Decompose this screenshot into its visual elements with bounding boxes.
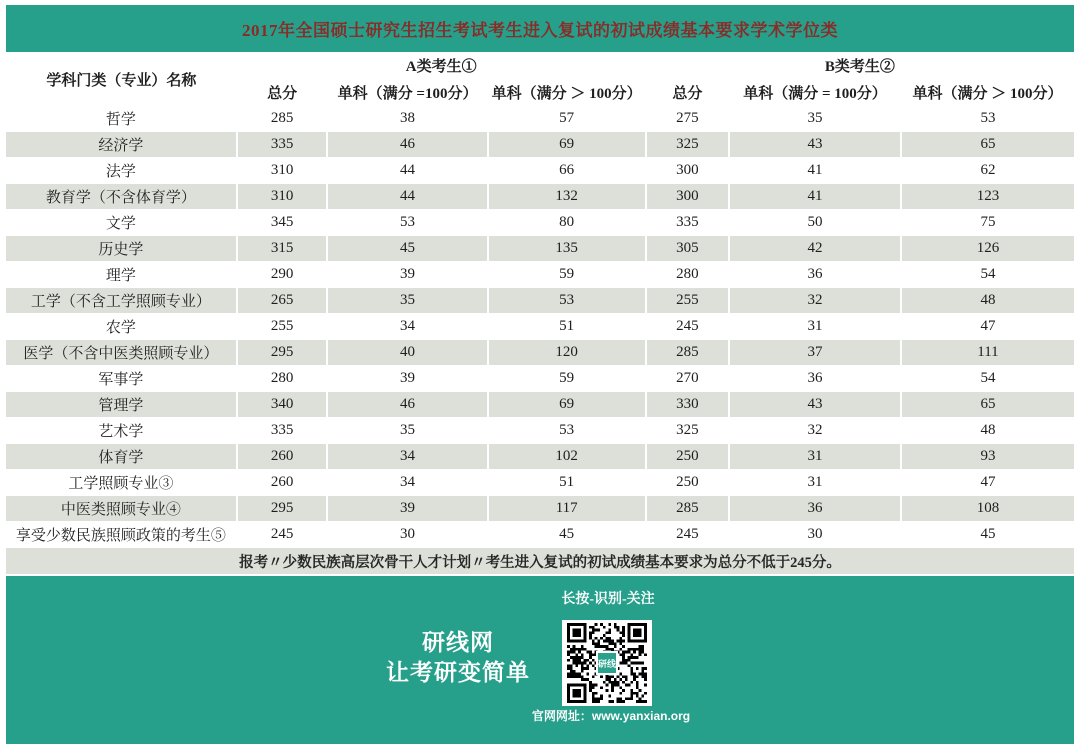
table-row — [6, 496, 1074, 522]
sub-header-b-total: 总分 — [672, 85, 703, 102]
score-b-single-100: 43 — [729, 132, 901, 158]
table-header — [6, 52, 1074, 106]
score-b-total: 255 — [646, 288, 729, 314]
table-row — [6, 184, 1074, 210]
score-b-single-100: 37 — [729, 340, 901, 366]
score-a-single-100: 46 — [327, 392, 487, 418]
sub-header-a-single-over-100: 单科（满分 ＞ 100分） — [491, 85, 642, 102]
score-a-total: 290 — [237, 262, 328, 288]
score-a-single-over-100: 45 — [488, 522, 646, 548]
score-a-single-over-100: 132 — [488, 184, 646, 210]
score-b-single-100: 35 — [729, 106, 901, 132]
score-b-single-over-100: 126 — [901, 236, 1074, 262]
score-b-single-over-100: 53 — [901, 106, 1074, 132]
score-a-single-100: 39 — [327, 262, 487, 288]
discipline-name: 历史学 — [98, 242, 144, 258]
score-b-single-over-100: 75 — [901, 210, 1074, 236]
score-a-total: 260 — [237, 470, 328, 496]
discipline-name: 哲学 — [105, 112, 136, 128]
score-b-single-100: 36 — [729, 262, 901, 288]
brand-slogan: 让考研变简单 — [386, 660, 530, 686]
group-header-b: B类考生② — [824, 58, 895, 75]
score-a-single-over-100: 51 — [488, 314, 646, 340]
score-a-total: 245 — [237, 522, 328, 548]
score-a-single-100: 38 — [327, 106, 487, 132]
score-a-single-over-100: 135 — [488, 236, 646, 262]
score-a-total: 345 — [237, 210, 328, 236]
score-b-single-100: 36 — [729, 496, 901, 522]
score-a-total: 280 — [237, 366, 328, 392]
table-body — [6, 106, 1074, 548]
score-b-total: 285 — [646, 496, 729, 522]
score-b-single-100: 32 — [729, 418, 901, 444]
discipline-name: 经济学 — [98, 138, 144, 154]
discipline-name: 工学（不含工学照顾专业） — [30, 294, 211, 310]
table-row — [6, 236, 1074, 262]
table-row — [6, 366, 1074, 392]
score-b-single-over-100: 54 — [901, 262, 1074, 288]
sub-header-b-single-over-100: 单科（满分 ＞ 100分） — [912, 85, 1063, 102]
score-a-single-100: 40 — [327, 340, 487, 366]
score-a-single-100: 45 — [327, 236, 487, 262]
minority-plan-note: 报考〃少数民族高层次骨干人才计划〃考生进入复试的初试成绩基本要求为总分不低于245分。 — [6, 548, 1074, 574]
score-a-single-100: 44 — [327, 184, 487, 210]
score-b-single-100: 42 — [729, 236, 901, 262]
score-a-single-over-100: 59 — [488, 262, 646, 288]
score-b-single-100: 41 — [729, 158, 901, 184]
score-a-single-100: 44 — [327, 158, 487, 184]
score-b-single-100: 43 — [729, 392, 901, 418]
sub-header-a-single-100: 单科（满分 =100分） — [337, 85, 478, 102]
score-a-total: 315 — [237, 236, 328, 262]
discipline-name: 中医类照顾专业④ — [60, 502, 181, 518]
score-a-total: 295 — [237, 496, 328, 522]
website-url: www.yanxian.org — [591, 709, 691, 723]
table-row — [6, 522, 1074, 548]
score-b-total: 275 — [646, 106, 729, 132]
score-b-total: 250 — [646, 444, 729, 470]
discipline-name: 农学 — [105, 320, 136, 336]
score-a-single-100: 46 — [327, 132, 487, 158]
score-b-single-over-100: 65 — [901, 132, 1074, 158]
score-b-single-100: 50 — [729, 210, 901, 236]
score-a-single-100: 34 — [327, 444, 487, 470]
discipline-name: 文学 — [105, 216, 136, 232]
sub-header-a-total: 总分 — [267, 85, 298, 102]
table-row — [6, 444, 1074, 470]
score-b-total: 325 — [646, 132, 729, 158]
score-b-total: 285 — [646, 340, 729, 366]
qr-logo — [596, 651, 618, 675]
score-a-total: 285 — [237, 106, 328, 132]
col-header-discipline: 学科门类（专业）名称 — [46, 72, 197, 89]
score-b-total: 300 — [646, 158, 729, 184]
discipline-name: 理学 — [105, 268, 136, 284]
score-a-single-over-100: 59 — [488, 366, 646, 392]
score-a-single-over-100: 57 — [488, 106, 646, 132]
score-b-single-100: 36 — [729, 366, 901, 392]
group-header-row — [6, 52, 1074, 78]
score-a-single-over-100: 117 — [488, 496, 646, 522]
score-a-single-100: 39 — [327, 496, 487, 522]
score-b-total: 245 — [646, 522, 729, 548]
score-a-single-over-100: 53 — [488, 418, 646, 444]
score-a-total: 265 — [237, 288, 328, 314]
score-a-single-100: 30 — [327, 522, 487, 548]
table-row — [6, 288, 1074, 314]
score-a-total: 260 — [237, 444, 328, 470]
score-b-total: 245 — [646, 314, 729, 340]
score-table — [6, 52, 1074, 548]
discipline-name: 教育学（不含体育学） — [45, 190, 196, 206]
score-a-total: 310 — [237, 158, 328, 184]
website-label: 官网网址： — [531, 709, 592, 723]
table-row — [6, 314, 1074, 340]
discipline-name: 军事学 — [98, 372, 144, 388]
score-a-single-100: 35 — [327, 418, 487, 444]
score-b-single-over-100: 108 — [901, 496, 1074, 522]
table-row — [6, 392, 1074, 418]
table-row — [6, 340, 1074, 366]
score-b-single-over-100: 62 — [901, 158, 1074, 184]
score-b-total: 325 — [646, 418, 729, 444]
discipline-name: 艺术学 — [98, 424, 144, 440]
score-b-single-over-100: 123 — [901, 184, 1074, 210]
score-b-single-100: 41 — [729, 184, 901, 210]
score-a-total: 310 — [237, 184, 328, 210]
table-row — [6, 106, 1074, 132]
discipline-name: 医学（不含中医类照顾专业） — [23, 346, 219, 362]
table-row — [6, 210, 1074, 236]
score-b-single-over-100: 65 — [901, 392, 1074, 418]
score-a-single-over-100: 66 — [488, 158, 646, 184]
score-a-total: 295 — [237, 340, 328, 366]
footer-banner — [6, 576, 1074, 744]
table-row — [6, 132, 1074, 158]
discipline-name: 享受少数民族照顾政策的考生⑤ — [15, 528, 226, 544]
score-b-single-over-100: 47 — [901, 314, 1074, 340]
score-a-single-over-100: 69 — [488, 132, 646, 158]
qr-logo-label: 研线 — [598, 658, 617, 669]
score-a-single-over-100: 69 — [488, 392, 646, 418]
score-a-single-over-100: 80 — [488, 210, 646, 236]
discipline-name: 体育学 — [98, 450, 144, 466]
title-banner — [6, 5, 1074, 52]
score-b-total: 270 — [646, 366, 729, 392]
brand-block — [368, 628, 548, 689]
score-b-single-100: 30 — [729, 522, 901, 548]
score-a-single-100: 53 — [327, 210, 487, 236]
score-b-single-100: 31 — [729, 470, 901, 496]
score-a-single-100: 39 — [327, 366, 487, 392]
website-line — [506, 707, 716, 724]
score-a-single-100: 35 — [327, 288, 487, 314]
sub-header-b-single-100: 单科（满分 = 100分） — [743, 85, 887, 102]
score-b-total: 280 — [646, 262, 729, 288]
score-a-total: 255 — [237, 314, 328, 340]
discipline-name: 工学照顾专业③ — [68, 476, 174, 492]
score-b-single-over-100: 93 — [901, 444, 1074, 470]
score-b-total: 335 — [646, 210, 729, 236]
page-title: 2017年全国硕士研究生招生考试考生进入复试的初试成绩基本要求学术学位类 — [242, 21, 838, 40]
qr-code — [562, 620, 652, 706]
score-b-single-over-100: 48 — [901, 288, 1074, 314]
score-b-single-over-100: 47 — [901, 470, 1074, 496]
score-b-single-over-100: 45 — [901, 522, 1074, 548]
score-b-single-over-100: 48 — [901, 418, 1074, 444]
discipline-name: 法学 — [105, 164, 136, 180]
brand-name: 研线网 — [422, 630, 494, 655]
score-b-total: 250 — [646, 470, 729, 496]
score-b-total: 305 — [646, 236, 729, 262]
table-row — [6, 262, 1074, 288]
score-a-single-over-100: 102 — [488, 444, 646, 470]
score-b-single-100: 32 — [729, 288, 901, 314]
discipline-name: 管理学 — [98, 398, 144, 414]
score-b-single-100: 31 — [729, 314, 901, 340]
score-b-single-100: 31 — [729, 444, 901, 470]
score-b-single-over-100: 54 — [901, 366, 1074, 392]
table-row — [6, 470, 1074, 496]
table-row — [6, 158, 1074, 184]
score-b-total: 330 — [646, 392, 729, 418]
score-a-single-over-100: 53 — [488, 288, 646, 314]
score-a-single-over-100: 51 — [488, 470, 646, 496]
table-row — [6, 418, 1074, 444]
score-a-single-over-100: 120 — [488, 340, 646, 366]
score-b-total: 300 — [646, 184, 729, 210]
score-a-single-100: 34 — [327, 314, 487, 340]
qr-caption: 长按-识别-关注 — [561, 592, 655, 607]
score-a-single-100: 34 — [327, 470, 487, 496]
score-b-single-over-100: 111 — [901, 340, 1074, 366]
group-header-a: A类考生① — [405, 58, 477, 75]
score-a-total: 335 — [237, 418, 328, 444]
score-a-total: 335 — [237, 132, 328, 158]
score-a-total: 340 — [237, 392, 328, 418]
